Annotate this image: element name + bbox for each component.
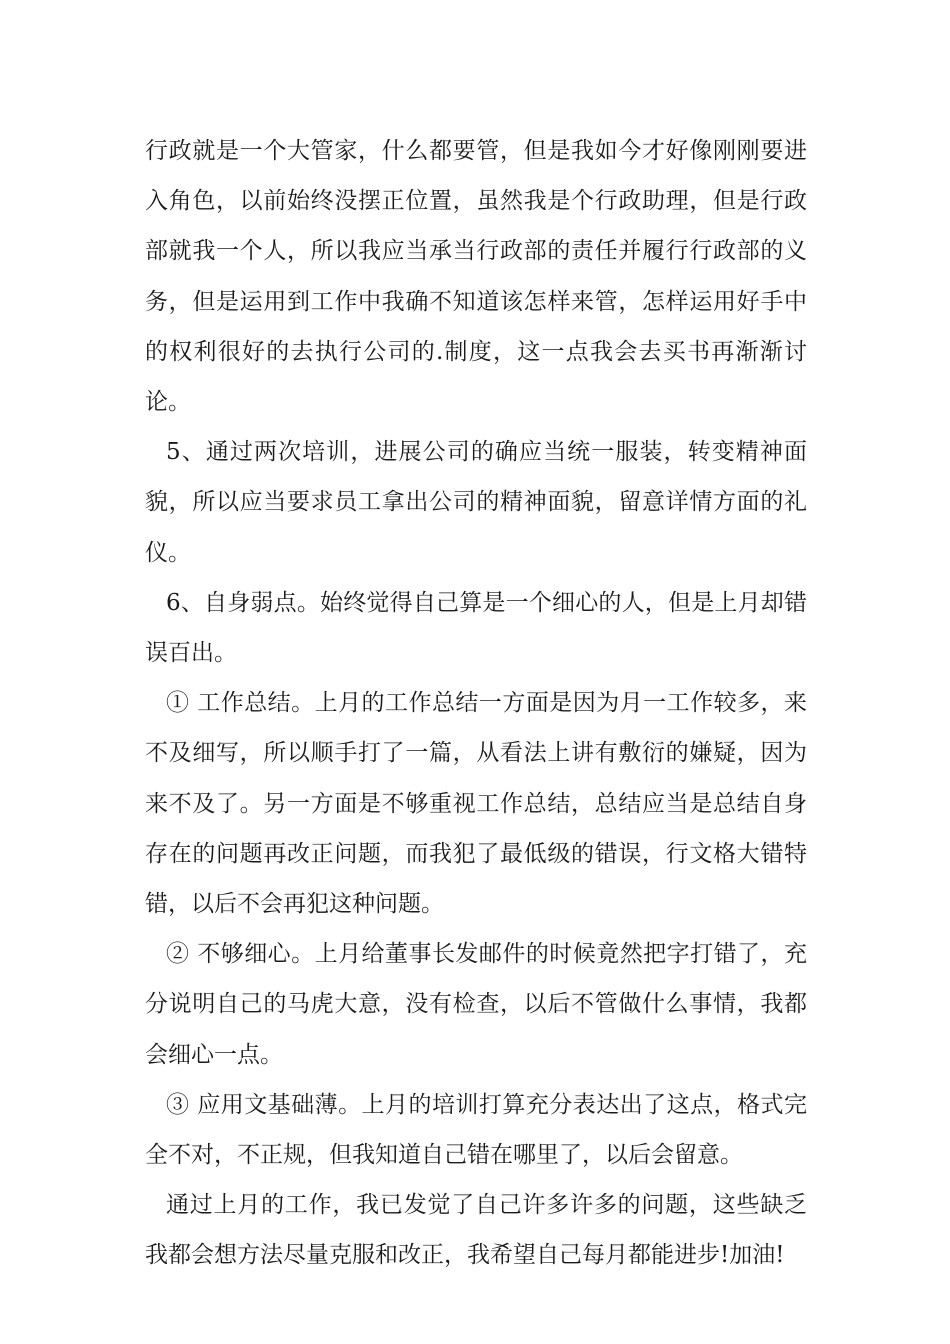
- paragraph-conclusion: 通过上月的工作，我已发觉了自己许多许多的问题，这些缺乏我都会想方法尽量克服和改正，我希望自己每月都能进步!加油!: [145, 1192, 807, 1269]
- paragraph-item-6: 6、自身弱点。始终觉得自己算是一个细心的人，但是上月却错误百出。: [145, 589, 807, 667]
- paragraph-subitem-2: ② 不够细心。上月给董事长发邮件的时候竟然把字打错了，充分说明自己的马虎大意，没有检查，以后不管做什么事情，我都会细心一点。: [145, 941, 807, 1068]
- document-body: [145, 126, 807, 1281]
- paragraph-subitem-3: ③ 应用文基础薄。上月的培训打算充分表达出了这点，格式完全不对，不正规，但我知道自己错在哪里了，以后会留意。: [145, 1091, 807, 1169]
- paragraph-item-5: 5、通过两次培训，进展公司的确应当统一服装，转变精神面貌，所以应当要求员工拿出公司的精神面貌，留意详情方面的礼仪。: [145, 439, 807, 566]
- paragraph-admin-role: 行政就是一个大管家，什么都要管，但是我如今才好像刚刚要进入角色，以前始终没摆正位置，虽然我是个行政助理，但是行政部就我一个人，所以我应当承当行政部的责任并履行行政部的义务，但是运用到工作中我确不知道该怎样来管，怎样运用好手中的权利很好的去执行公司的.制度，这一点我会去买书再渐渐讨论。: [145, 138, 807, 416]
- paragraph-subitem-1: ① 工作总结。上月的工作总结一方面是因为月一工作较多，来不及细写，所以顺手打了一篇，从看法上讲有敷衍的嫌疑，因为来不及了。另一方面是不够重视工作总结，总结应当是总结自身存在的问题再改正问题，而我犯了最低级的错误，行文格大错特错，以后不会再犯这种问题。: [145, 690, 807, 918]
